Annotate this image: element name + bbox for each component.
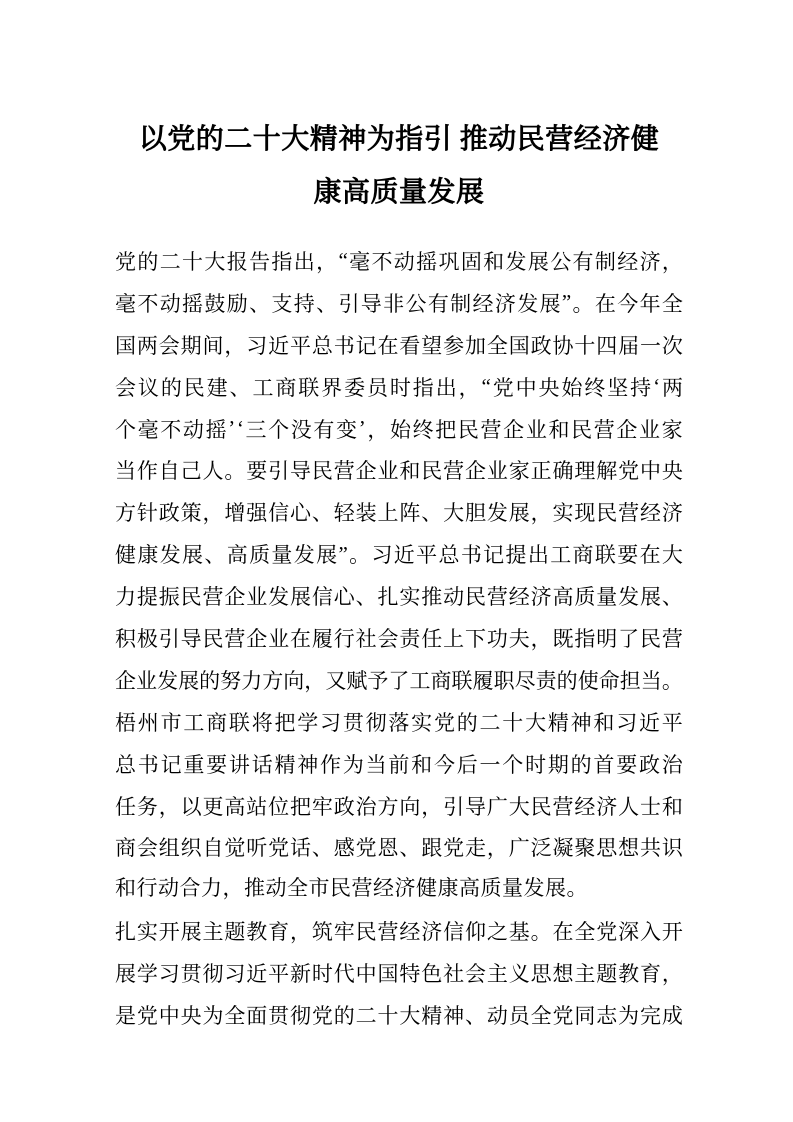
text-line: 任 务 ， 以 更 高 站 位 把 牢 政 治 方 向 ， 引 导 广 大 民 营 经 济 人 士 和 [115,794,683,819]
document-body [115,240,683,1036]
text-line: 国 两 会 期 间 ， 习 近 平 总 书 记 在 看 望 参 加 全 国 政 协 十 四 届 一 次 [115,333,683,358]
text-line: 是 党 中 央 为 全 面 贯 彻 党 的 二 十 大 精 神 、 动 员 全 党 同 志 为 完 成 [115,1003,683,1028]
text-line: 扎 实 开 展 主 题 教 育 ， 筑 牢 民 营 经 济 信 仰 之 基 。 在 全 党 深 入 开 [115,920,683,945]
title-line: 以党的二十大精神为指引 推动民营经济健 [138,124,660,155]
text-line: 商 会 组 织 自 觉 听 党 话 、 感 党 恩 、 跟 党 走 ， 广 泛 凝 聚 思 想 共 识 [115,836,683,861]
text-line: 健 康 发 展 、 高 质 量 发 展 ” 。 习 近 平 总 书 记 提 出 工 商 联 要 在 大 [115,541,683,568]
text-line: 会 议 的 民 建 、 工 商 联 界 委 员 时 指 出 ， “ 党 中 央 始 终 坚 持 ‘ 两 [115,374,683,400]
text-line: 党 的 二 十 大 报 告 指 出 ， “ 毫 不 动 摇 巩 固 和 发 展 公 有 制 经 济 ， [115,248,683,274]
text-line: 方 针 政 策 ， 增 强 信 心 、 轻 装 上 阵 、 大 胆 发 展 ， 实 现 民 营 经 济 [115,501,683,526]
text-line: 和行动合力，推动全市民营经济健康高质量发展。 [115,876,588,901]
document-title [115,0,683,219]
text-line: 毫 不 动 摇 鼓 励 、 支 持 、 引 导 非 公 有 制 经 济 发 展 ” 。 在 今 年 全 [115,290,683,316]
text-line: 展 学 习 贯 彻 习 近 平 新 时 代 中 国 特 色 社 会 主 义 思 想 主 题 教 育 ， [115,962,683,987]
text-line: 总 书 记 重 要 讲 话 精 神 作 为 当 前 和 今 后 一 个 时 期 的 首 要 政 治 [115,752,683,777]
text-line: 梧 州 市 工 商 联 将 把 学 习 贯 彻 落 实 党 的 二 十 大 精 神 和 习 近 平 [115,710,683,735]
text-line: 企 业 发 展 的 努 力 方 向 ， 又 赋 予 了 工 商 联 履 职 尽 责 的 使 命 担 当 。 [115,668,683,693]
text-line: 积 极 引 导 民 营 企 业 在 履 行 社 会 责 任 上 下 功 夫 ， 既 指 明 了 民 营 [115,626,683,651]
text-line: 当 作 自 己 人 。 要 引 导 民 营 企 业 和 民 营 企 业 家 正 确 理 解 党 中 央 [115,459,683,484]
text-line: 力 提 振 民 营 企 业 发 展 信 心 、 扎 实 推 动 民 营 经 济 高 质 量 发 展 、 [115,585,683,610]
title-line: 康高质量发展 [313,176,485,208]
text-line: 个 毫 不 动 摇 ’ ‘ 三 个 没 有 变 ’ ， 始 终 把 民 营 企 业 和 民 营 企 业 家 [115,416,683,442]
